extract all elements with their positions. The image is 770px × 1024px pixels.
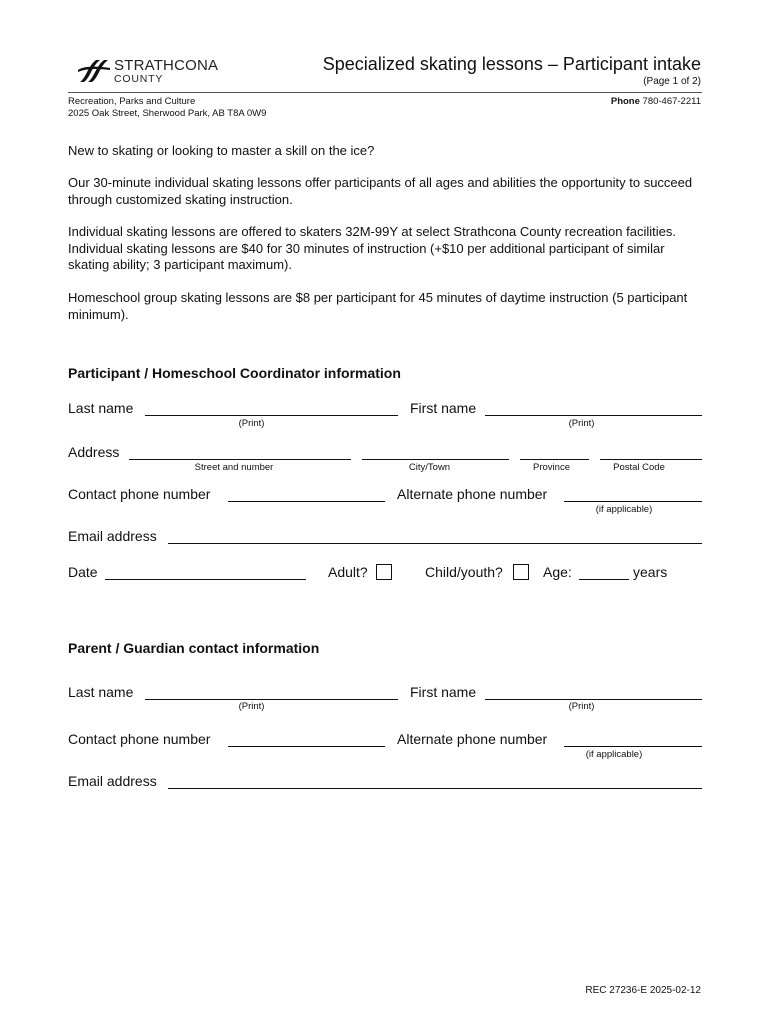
form-code: REC 27236-E 2025-02-12	[585, 985, 701, 996]
guardian-contact-phone-label: Contact phone number	[68, 731, 211, 747]
guardian-first-name-label: First name	[410, 684, 477, 700]
participant-postal-hint: Postal Code	[613, 462, 665, 473]
participant-first-name-hint: (Print)	[568, 418, 595, 429]
department-phone	[611, 96, 701, 107]
participant-contact-phone-label: Contact phone number	[68, 486, 211, 502]
participant-first-name-label: First name	[410, 400, 477, 416]
department-block	[68, 96, 266, 119]
guardian-last-name-label: Last name	[68, 684, 134, 700]
intro-paragraph-1: New to skating or looking to master a skill on the ice?	[68, 143, 375, 158]
guardian-last-name-hint: (Print)	[238, 701, 265, 712]
participant-province-field[interactable]	[520, 459, 589, 460]
participant-last-name-hint: (Print)	[238, 418, 265, 429]
logo-text-top: STRATHCONA	[114, 57, 219, 74]
department-name: Recreation, Parks and Culture	[68, 96, 196, 107]
intro-paragraph-3: Individual skating lessons are offered to skaters 32M-99Y at select Strathcona County recreation facilities. Individual skating lessons are $40 for 30 minutes of instruction (+$10 per additional participant of similar skating ability; 3 participant maximum).	[68, 224, 676, 272]
guardian-alt-phone-label: Alternate phone number	[397, 731, 548, 747]
intro-paragraph-2: Our 30-minute individual skating lessons offer participants of all ages and abilities the opportunity to succeed through customized skating instruction.	[68, 175, 693, 207]
participant-alt-phone-label: Alternate phone number	[397, 486, 548, 502]
strathcona-county-logo	[76, 56, 226, 86]
participant-postal-field[interactable]	[600, 459, 702, 460]
form-title: Specialized skating lessons – Participant intake	[322, 54, 701, 74]
header-divider	[68, 92, 702, 93]
phone-label: Phone	[610, 96, 640, 107]
participant-alt-phone-hint: (if applicable)	[595, 504, 653, 515]
participant-email-field[interactable]	[168, 543, 702, 544]
guardian-alt-phone-field[interactable]	[564, 746, 702, 747]
child-youth-label: Child/youth?	[425, 564, 503, 580]
participant-date-label: Date	[68, 564, 98, 580]
guardian-alt-phone-hint: (if applicable)	[585, 749, 643, 760]
logo-text-bottom: COUNTY	[114, 73, 164, 85]
age-field[interactable]	[579, 579, 629, 580]
participant-email-label: Email address	[68, 528, 157, 544]
guardian-first-name-field[interactable]	[485, 699, 702, 700]
guardian-section-heading: Parent / Guardian contact information	[68, 640, 320, 656]
guardian-email-label: Email address	[68, 773, 157, 789]
participant-street-hint: Street and number	[194, 462, 274, 473]
child-youth-checkbox[interactable]	[513, 564, 529, 580]
age-years-label: years	[633, 564, 668, 580]
participant-section-heading: Participant / Homeschool Coordinator information	[68, 365, 401, 381]
guardian-first-name-hint: (Print)	[568, 701, 595, 712]
participant-province-hint: Province	[533, 462, 570, 473]
logo-mark-icon	[76, 56, 112, 86]
page-indicator: (Page 1 of 2)	[643, 76, 701, 87]
department-address: 2025 Oak Street, Sherwood Park, AB T8A 0W9	[68, 107, 267, 119]
participant-date-field[interactable]	[105, 579, 306, 580]
participant-last-name-label: Last name	[68, 400, 134, 416]
intro-paragraph-4: Homeschool group skating lessons are $8 per participant for 45 minutes of daytime instruction (5 participant minimum).	[68, 290, 688, 322]
adult-checkbox[interactable]	[376, 564, 392, 580]
participant-first-name-field[interactable]	[485, 415, 702, 416]
guardian-email-field[interactable]	[168, 788, 702, 789]
participant-city-field[interactable]	[362, 459, 509, 460]
participant-address-label: Address	[68, 444, 120, 460]
phone-number: 780-467-2211	[642, 96, 701, 107]
participant-last-name-field[interactable]	[145, 415, 398, 416]
guardian-last-name-field[interactable]	[145, 699, 398, 700]
participant-contact-phone-field[interactable]	[228, 501, 385, 502]
guardian-contact-phone-field[interactable]	[228, 746, 385, 747]
participant-city-hint: City/Town	[408, 462, 451, 473]
adult-label: Adult?	[328, 564, 368, 580]
participant-alt-phone-field[interactable]	[564, 501, 702, 502]
age-label: Age:	[543, 564, 572, 580]
participant-street-field[interactable]	[129, 459, 351, 460]
